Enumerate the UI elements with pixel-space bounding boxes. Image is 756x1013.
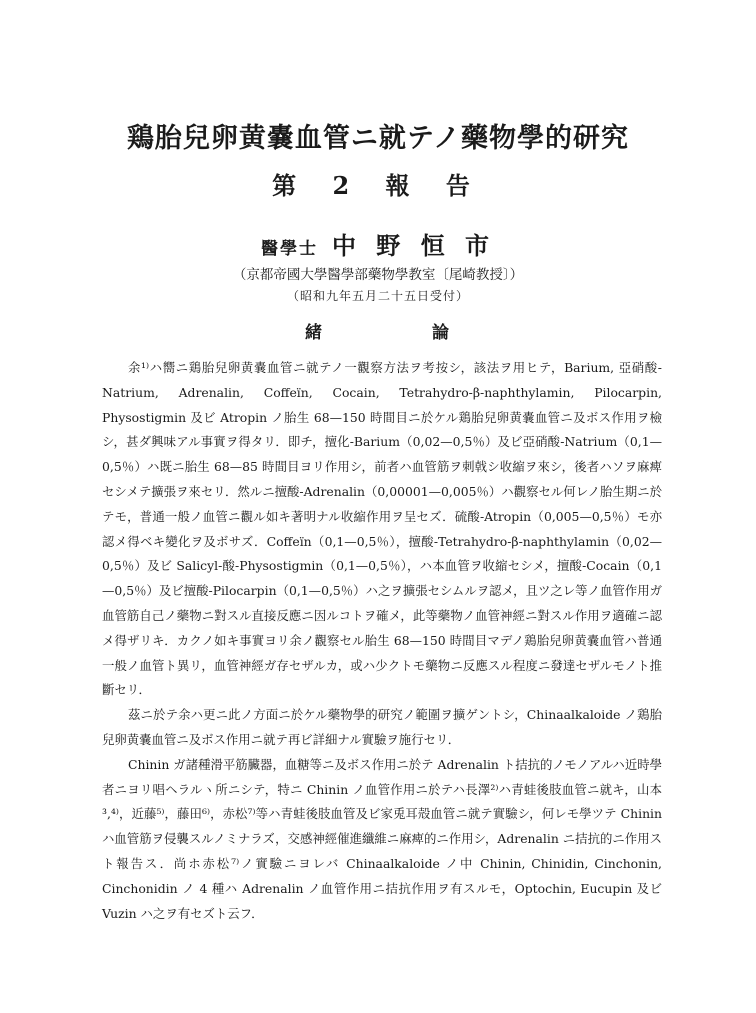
author-line — [0, 226, 756, 261]
section-heading: 緒 論 — [305, 323, 501, 343]
report-number: 第 2 報 告 — [272, 171, 484, 200]
paragraph: Chinin ガ諸種滑平筋臟器，血糖等ニ及ボス作用ニ於テ Adrenalin ト拮抗的ノモノアルハ近時學者ニヨリ唱ヘラルヽ所ニシテ，特ニ Chinin ノ血管作用ニ於テハ長澤²⁾ハ青蛙後肢血管ニ就キ，山本³,⁴⁾，近藤⁵⁾，藤田⁶⁾，赤松⁷⁾等ハ青蛙後肢血管及ビ家兎耳殻血管ニ就テ實驗シ，何レモ學ツテ Chinin ハ血管筋ヲ侵襲スルノミナラズ，交感神經催進纖維ニ麻痺的ニ作用シ，Adrenalin ニ拮抗的ニ作用スト報告ス．尚ホ赤松⁷⁾ノ實驗ニヨレバ Chinaalkaloide ノ中 Chinin, Chinidin, Cinchonin, Cinchonidin ノ 4 種ハ Adrenalin ノ血管作用ニ拮抗作用ヲ有スルモ，Optochin, Eucupin 及ビ Vuzin ハ之ヲ有セズト云フ． — [102, 756, 662, 921]
affiliation: （京都帝國大學醫學部藥物學教室〔尾崎教授〕） — [232, 267, 524, 283]
paragraph: 茲ニ於テ余ハ更ニ此ノ方面ニ於ケル藥物學的研究ノ範圍ヲ擴ゲントシ，Chinaalkaloide ノ鶏胎兒卵黄嚢血管ニ及ボス作用ニ就テ再ビ詳細ナル實驗ヲ施行セリ． — [102, 707, 662, 747]
author-name: 中 野 恒 市 — [331, 231, 496, 260]
paragraph: 余¹⁾ハ嚮ニ鶏胎兒卵黄嚢血管ニ就テノ一觀察方法ヲ考按シ，該法ヲ用ヒテ，Barium, 亞硝酸-Natrium, Adrenalin, Coffeïn, Cocain, Tetrahydro-β-naphthylamin, Pilocarpin, Physostigmin 及ビ Atropin ノ胎生 68—150 時間目ニ於ケル鶏胎兒卵黄嚢血管ニ及ボス作用ヲ檢シ，甚ダ興味アル事實ヲ得タリ．即チ，擅化-Barium（0,02—0,5％）及ビ亞硝酸-Natrium（0,1—0,5％）ハ既ニ胎生 68—85 時間目ヨリ作用シ，前者ハ血管筋ヲ刺戟シ收縮ヲ來シ，後者ハソヲ麻痺セシメテ擴張ヲ來セリ．然ルニ擅酸-Adrenalin（0,00001—0,005％）ハ觀察セル何レノ胎生期ニ於テモ，普通一般ノ血管ニ觀ル如キ著明ナル收縮作用ヲ呈セズ．硫酸-Atropin（0,005—0,5％）モ亦認メ得ベキ變化ヲ及ボサズ．Coffeïn（0,1—0,5％），擅酸-Tetrahydro-β-naphthylamin（0,02—0,5％）及ビ Salicyl-酸-Physostigmin（0,1—0,5％），ハ本血管ヲ收縮セシメ，擅酸-Cocain（0,1—0,5％）及ビ擅酸-Pilocarpin（0,1—0,5％）ハ之ヲ擴張セシムルヲ認メ，且ツ之レ等ノ血管作用ガ血管筋自己ノ藥物ニ對スル直接反應ニ因ルコトヲ確メ，此等藥物ノ血管神經ニ對スル作用ヲ適確ニ認メ得ザリキ．カクノ如キ事實ヨリ余ノ觀察セル胎生 68—150 時間目マデノ鶏胎兒卵黄嚢血管ハ普通一般ノ血管ト異リ，血管神經ガ存セザルカ，或ハ少クトモ藥物ニ反應スル程度ニ發達セザルモノト推斷セリ． — [102, 360, 662, 698]
received-date: （昭和九年五月二十五日受付） — [286, 289, 469, 303]
author-degree: 醫學士 — [260, 239, 318, 259]
body-text — [102, 356, 662, 926]
paper-title: 鶏胎兒卵黄嚢血管ニ就テノ藥物學的研究 — [126, 123, 630, 154]
